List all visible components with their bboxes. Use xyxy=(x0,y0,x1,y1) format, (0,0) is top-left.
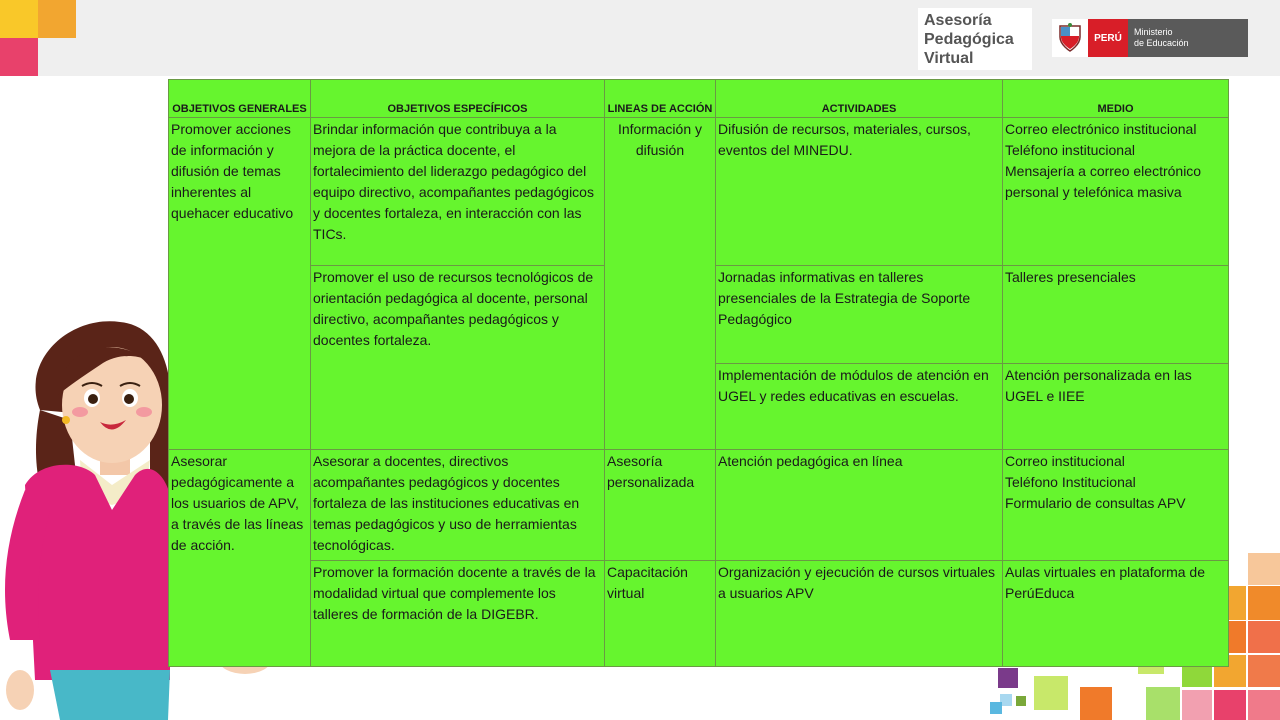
objectives-table xyxy=(168,79,1229,667)
activity-cell: Difusión de recursos, materiales, cursos, eventos del MINEDU. xyxy=(716,118,1003,266)
table-row xyxy=(169,450,1229,561)
header-medium: MEDIO xyxy=(1003,80,1229,118)
medium-cell: Correo electrónico institucional Teléfono institucional Mensajería a correo electrónico personal y telefónica masiva xyxy=(1003,118,1229,266)
medium-cell: Aulas virtuales en plataforma de PerúEduca xyxy=(1003,561,1229,667)
decor-square-orange xyxy=(38,0,76,38)
table-row xyxy=(169,561,1229,667)
specific-objective-cell: Brindar información que contribuya a la mejora de la práctica docente, el fortalecimiento del liderazgo pedagógico del equipo directivo, acompañantes pedagógicos y docentes fortaleza, en interacción con las TICs. xyxy=(311,118,605,266)
medium-cell: Talleres presenciales xyxy=(1003,266,1229,364)
general-objective-cell: Promover acciones de información y difusión de temas inherentes al quehacer educativo xyxy=(169,118,311,450)
activity-cell: Organización y ejecución de cursos virtuales a usuarios APV xyxy=(716,561,1003,667)
header-bar xyxy=(0,0,1280,76)
activity-cell: Jornadas informativas en talleres presenciales de la Estrategia de Soporte Pedagógico xyxy=(716,266,1003,364)
ministry-logo xyxy=(1052,19,1248,57)
table-header-row xyxy=(169,80,1229,118)
medium-cell: Correo institucional Teléfono Institucional Formulario de consultas APV xyxy=(1003,450,1229,561)
decor-square-yellow xyxy=(0,0,38,38)
header-activities: ACTIVIDADES xyxy=(716,80,1003,118)
specific-objective-cell: Asesorar a docentes, directivos acompañantes pedagógicos y docentes fortaleza de las instituciones educativas en temas pedagógicos y uso de herramientas tecnológicas. xyxy=(311,450,605,561)
header-general-objectives: OBJETIVOS GENERALES xyxy=(169,80,311,118)
ministry-name xyxy=(1128,19,1248,57)
decor-square-pink xyxy=(0,38,38,76)
peru-label: PERÚ xyxy=(1088,19,1128,57)
peru-shield-icon xyxy=(1052,19,1088,57)
ministry-line2: de Educación xyxy=(1134,38,1189,48)
action-line-cell: Asesoría personalizada xyxy=(605,450,716,561)
activity-cell: Atención pedagógica en línea xyxy=(716,450,1003,561)
ministry-line1: Ministerio xyxy=(1134,27,1173,37)
apv-logo xyxy=(918,8,1032,70)
apv-logo-line1: Asesoría xyxy=(924,12,992,29)
specific-objective-cell: Promover el uso de recursos tecnológicos de orientación pedagógica al docente, personal directivo, acompañantes pedagógicos y docentes fortaleza. xyxy=(311,266,605,450)
activity-cell: Implementación de módulos de atención en UGEL y redes educativas en escuelas. xyxy=(716,364,1003,450)
apv-logo-line3: Virtual xyxy=(924,50,974,67)
action-line-cell: Información y difusión xyxy=(605,118,716,450)
table-row xyxy=(169,118,1229,266)
medium-cell: Atención personalizada en las UGEL e IIEE xyxy=(1003,364,1229,450)
action-line-cell: Capacitación virtual xyxy=(605,561,716,667)
header-action-lines: LINEAS DE ACCIÓN xyxy=(605,80,716,118)
specific-objective-cell: Promover la formación docente a través de la modalidad virtual que complemente los talleres de formación de la DIGEBR. xyxy=(311,561,605,667)
general-objective-cell: Asesorar pedagógicamente a los usuarios de APV, a través de las líneas de acción. xyxy=(169,450,311,667)
apv-logo-line2: Pedagógica xyxy=(924,31,1014,48)
header-specific-objectives: OBJETIVOS ESPECÍFICOS xyxy=(311,80,605,118)
